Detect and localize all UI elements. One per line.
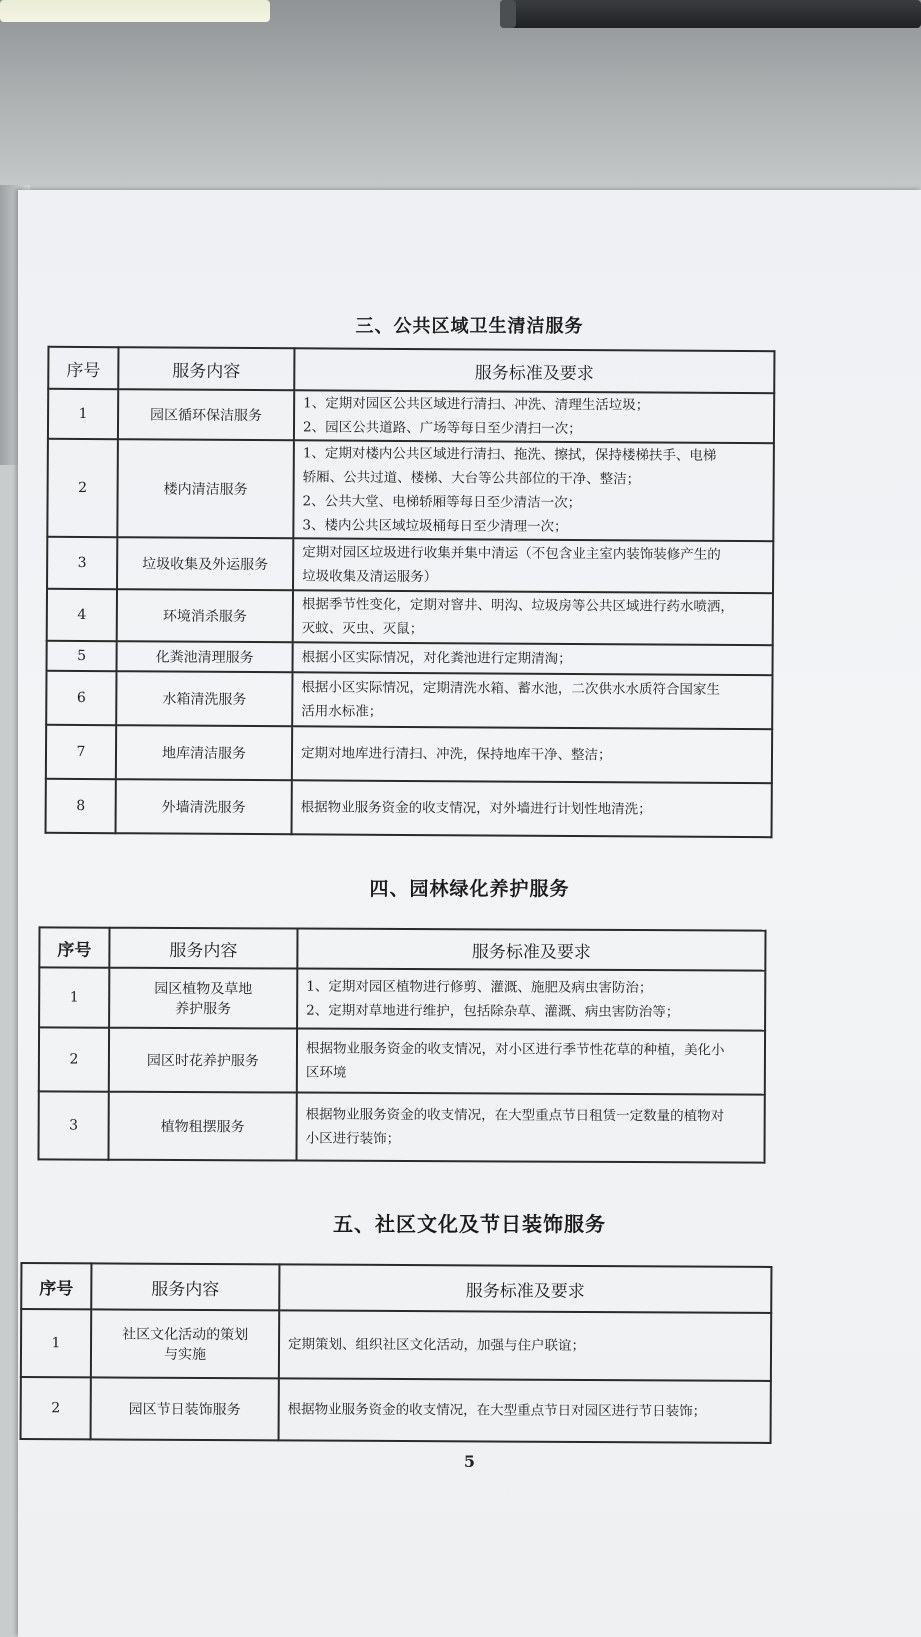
name-line: 养护服务 xyxy=(175,1001,232,1018)
header-content: 服务内容 xyxy=(91,1263,279,1310)
row-requirements xyxy=(297,1029,765,1095)
req-line: 轿厢、公共过道、楼梯、大台等公共部位的干净、整洁； xyxy=(302,469,641,488)
page-number: 5 xyxy=(463,1452,476,1471)
row-service-name: 楼内清洁服务 xyxy=(117,439,294,538)
name-line: 植物租摆服务 xyxy=(160,1118,245,1136)
table-row xyxy=(47,641,773,675)
req-line: 根据季节性变化，定期对窨井、明沟、垃圾房等公共区域进行药水喷洒， xyxy=(301,596,734,615)
req-line: 小区进行装饰； xyxy=(305,1130,401,1147)
row-num: 8 xyxy=(46,779,116,833)
req-line: 根据物业服务资金的收支情况，在大型重点节日对园区进行节日装饰； xyxy=(287,1401,707,1420)
row-requirements xyxy=(293,440,774,541)
row-num: 5 xyxy=(47,641,117,671)
req-line: 2、公共大堂、电梯轿厢等每日至少清洁一次； xyxy=(302,493,582,512)
row-service-name xyxy=(91,1309,279,1378)
req-line: 定期对园区垃圾进行收集并集中清运（不包含业主室内装饰装修产生的 xyxy=(302,544,721,563)
req-line: 区环境 xyxy=(305,1064,347,1081)
row-requirements xyxy=(292,780,772,837)
row-num: 3 xyxy=(38,1091,108,1159)
desk-pen-dark xyxy=(500,0,921,28)
section-title-4: 四、园林绿化养护服务 xyxy=(369,878,570,900)
row-service-name: 地库清洁服务 xyxy=(116,725,292,780)
row-num: 2 xyxy=(39,1027,109,1091)
row-requirements xyxy=(297,969,765,1031)
req-line: 活用水标准； xyxy=(301,703,383,720)
table-row xyxy=(48,389,774,443)
row-num: 4 xyxy=(47,589,117,641)
table-row xyxy=(46,671,772,729)
row-requirements xyxy=(279,1310,771,1381)
name-line: 社区文化活动的策划 xyxy=(122,1326,249,1344)
header-content: 服务内容 xyxy=(109,928,297,969)
table-row xyxy=(46,779,772,837)
row-num: 6 xyxy=(46,671,116,725)
header-requirements: 服务标准及要求 xyxy=(294,348,774,393)
row-service-name xyxy=(108,1092,296,1161)
req-line: 根据小区实际情况，对化粪池进行定期清淘； xyxy=(301,649,572,667)
table-row xyxy=(38,1091,764,1162)
req-line: 定期对地库进行清扫、冲洗，保持地库干净、整洁； xyxy=(300,745,612,764)
section-title-3: 三、公共区域卫生清洁服务 xyxy=(355,316,584,337)
row-requirements xyxy=(293,590,773,645)
row-num: 1 xyxy=(39,967,109,1027)
row-requirements xyxy=(293,642,773,675)
table-row xyxy=(39,967,765,1030)
name-line: 园区时花养护服务 xyxy=(146,1052,259,1070)
req-line: 2、园区公共道路、广场等每日至少清扫一次； xyxy=(302,419,582,438)
row-requirements xyxy=(292,672,772,729)
row-num: 3 xyxy=(47,537,117,589)
req-line: 定期策划、组织社区文化活动，加强与住户联谊； xyxy=(288,1336,586,1354)
row-service-name xyxy=(91,1377,279,1440)
req-line: 垃圾收集及清运服务） xyxy=(302,568,438,586)
req-line: 3、楼内公共区域垃圾桶每日至少清理一次； xyxy=(302,517,568,535)
req-line: 1、定期对楼内公共区域进行清扫、拖洗、擦拭，保持楼梯扶手、电梯 xyxy=(302,445,717,464)
row-service-name: 外墙清洗服务 xyxy=(116,779,292,834)
row-service-name: 水箱清洗服务 xyxy=(116,671,292,726)
req-line: 根据物业服务资金的收支情况，在大型重点节日租赁一定数量的植物对 xyxy=(305,1106,725,1125)
table-row xyxy=(21,1309,771,1381)
req-line: 2、定期对草地进行维护，包括除杂草、灌溉、病虫害防治等； xyxy=(306,1002,680,1021)
document-page xyxy=(18,190,921,1637)
desk-pen-light xyxy=(0,0,270,22)
name-line: 与实施 xyxy=(163,1346,207,1364)
table-row xyxy=(47,589,773,645)
row-requirements xyxy=(293,538,773,593)
table-community-culture xyxy=(20,1262,773,1444)
row-service-name: 化粪池清理服务 xyxy=(117,641,293,672)
header-requirements: 服务标准及要求 xyxy=(297,929,765,971)
name-line: 园区植物及草地 xyxy=(154,980,253,998)
req-line: 根据物业服务资金的收支情况，对小区进行季节性花草的种植，美化小 xyxy=(305,1040,725,1059)
table-row xyxy=(46,725,772,783)
section-title-5: 五、社区文化及节日装饰服务 xyxy=(333,1212,606,1236)
table-row xyxy=(47,537,773,593)
table-row xyxy=(47,439,774,541)
row-requirements xyxy=(292,726,772,783)
row-num: 7 xyxy=(46,725,116,779)
row-num: 1 xyxy=(21,1309,91,1377)
row-requirements xyxy=(296,1093,764,1163)
row-service-name xyxy=(109,968,297,1029)
row-requirements xyxy=(294,390,774,443)
row-service-name: 垃圾收集及外运服务 xyxy=(117,537,293,590)
table-landscaping xyxy=(37,926,766,1163)
row-num: 2 xyxy=(21,1377,91,1439)
req-line: 1、定期对园区植物进行修剪、灌溉、施肥及病虫害防治； xyxy=(306,978,653,997)
desk-pen-clip xyxy=(500,0,516,28)
row-num: 1 xyxy=(48,389,118,439)
header-num: 序号 xyxy=(39,927,109,967)
table-row xyxy=(39,1027,765,1094)
header-content: 服务内容 xyxy=(118,347,294,390)
row-num: 2 xyxy=(47,439,118,537)
req-line: 1、定期对园区公共区域进行清扫、冲洗、清理生活垃圾； xyxy=(303,395,650,414)
req-line: 灭蚊、灭虫、灭鼠； xyxy=(301,620,424,638)
header-num: 序号 xyxy=(48,347,118,389)
header-num: 序号 xyxy=(21,1263,91,1309)
row-requirements xyxy=(279,1378,771,1443)
req-line: 根据物业服务资金的收支情况，对外墙进行计划性地清洗； xyxy=(300,799,652,818)
table-public-cleaning xyxy=(45,346,776,838)
row-service-name: 环境消杀服务 xyxy=(117,589,293,642)
table-row xyxy=(21,1377,771,1443)
req-line: 根据小区实际情况，定期清洗水箱、蓄水池，二次供水水质符合国家生 xyxy=(301,679,720,698)
row-service-name: 园区循环保洁服务 xyxy=(118,389,294,440)
header-requirements: 服务标准及要求 xyxy=(279,1264,771,1313)
name-line: 园区节日装饰服务 xyxy=(128,1401,241,1419)
row-service-name xyxy=(109,1028,297,1093)
